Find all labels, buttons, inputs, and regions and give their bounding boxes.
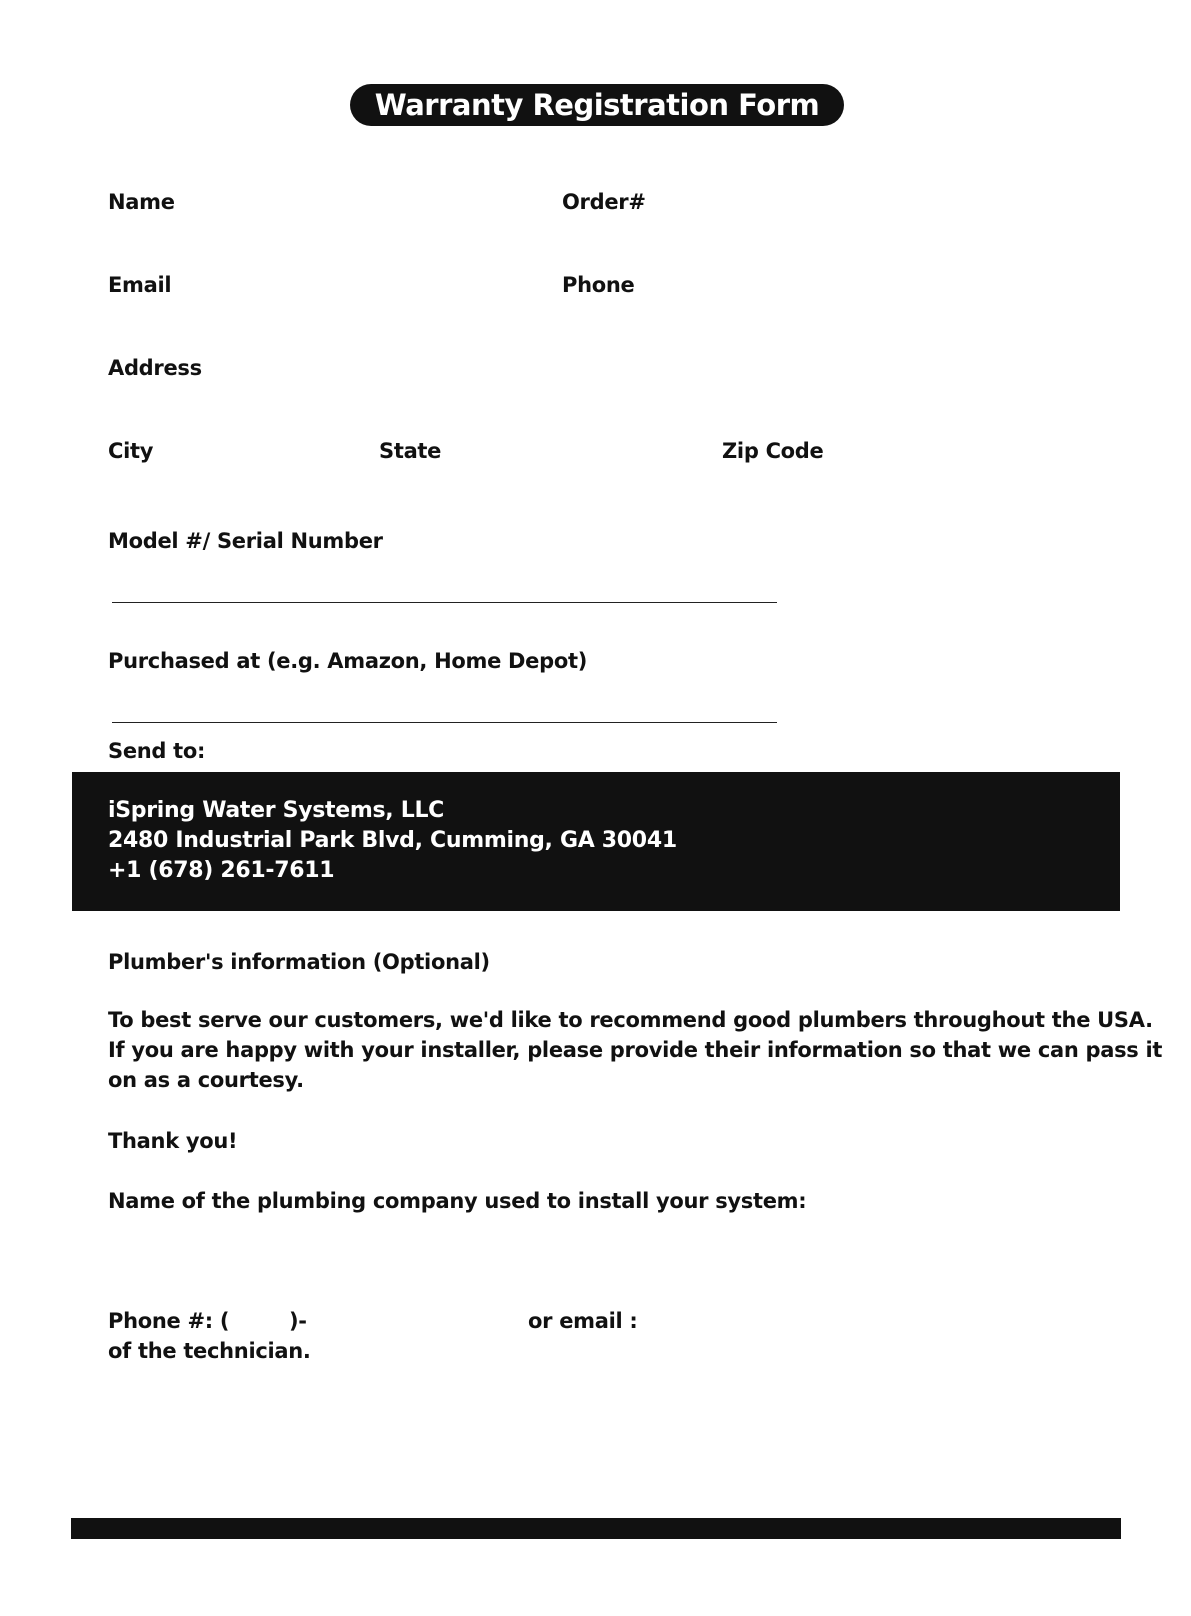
name-label: Name [108, 190, 175, 214]
plumber-phone-suffix: )- [289, 1309, 307, 1333]
address-block [72, 772, 1120, 911]
purchased-at-label: Purchased at (e.g. Amazon, Home Depot) [108, 649, 588, 673]
email-label: Email [108, 273, 172, 297]
paragraph-line-2: If you are happy with your installer, please provide their information so that we can pass it [108, 1038, 1163, 1062]
state-label: State [379, 439, 442, 463]
city-label: City [108, 439, 154, 463]
paragraph-line-1: To best serve our customers, we'd like to recommend good plumbers throughout the USA. [108, 1008, 1153, 1032]
company-phone: +1 (678) 261-7611 [108, 858, 335, 883]
purchased-at-line [112, 722, 777, 723]
paragraph-line-3: on as a courtesy. [108, 1068, 304, 1092]
order-label: Order# [562, 190, 646, 214]
thanks-text: Thank you! [108, 1129, 238, 1153]
plumber-paragraph [108, 1005, 1163, 1095]
technician-label: of the technician. [108, 1339, 311, 1363]
model-serial-line [112, 602, 777, 603]
plumbing-company-prompt: Name of the plumbing company used to install your system: [108, 1189, 807, 1213]
company-address: 2480 Industrial Park Blvd, Cumming, GA 30041 [108, 828, 677, 853]
plumber-email-label: or email : [528, 1309, 638, 1333]
footer-bar [71, 1518, 1121, 1539]
send-to-label: Send to: [108, 739, 206, 763]
plumber-phone-prefix: Phone #: ( [108, 1309, 230, 1333]
zip-label: Zip Code [722, 439, 824, 463]
address-label: Address [108, 356, 202, 380]
form-title: Warranty Registration Form [350, 84, 844, 126]
model-serial-label: Model #/ Serial Number [108, 529, 383, 553]
phone-label: Phone [562, 273, 635, 297]
plumber-heading: Plumber's information (Optional) [108, 950, 490, 974]
company-name: iSpring Water Systems, LLC [108, 798, 445, 823]
